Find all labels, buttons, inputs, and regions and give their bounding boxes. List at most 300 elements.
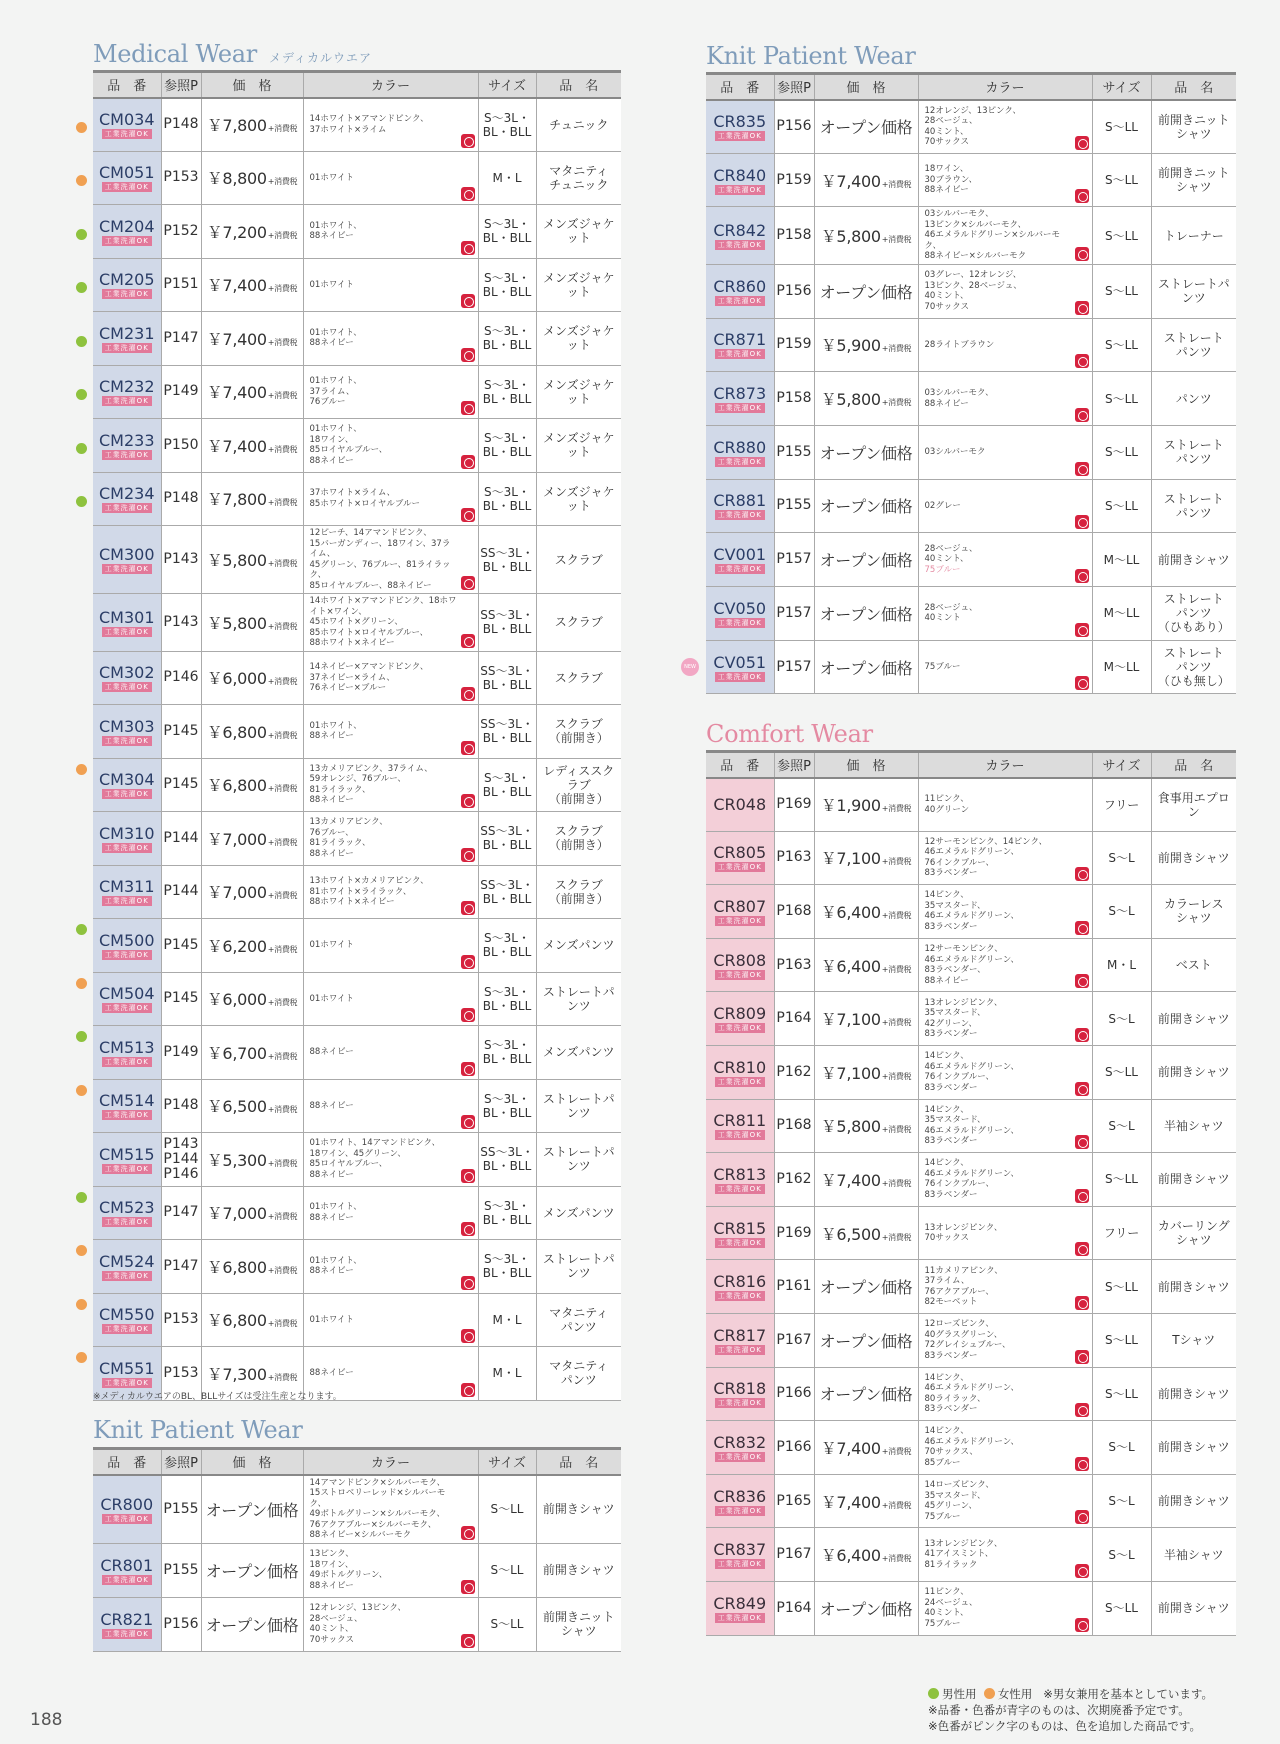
reference-page: P168 [774, 1099, 814, 1153]
tax-label: +消費税 [881, 1178, 912, 1188]
tax-label: +消費税 [267, 998, 298, 1008]
table-row [93, 1293, 621, 1347]
color-list [918, 1528, 1092, 1582]
product-code: CM303 [98, 716, 155, 736]
product-name: 前開きシャツ [536, 1475, 621, 1544]
product-name: メンズジャケット [536, 312, 621, 366]
reference-page: P164 [774, 992, 814, 1046]
color-text: 14ホワイト×アマンドピンク、 37ホワイト×ライム [309, 114, 429, 135]
wash-ok-icon [1075, 974, 1089, 988]
color-text: 14アマンドピンク×シルバーモク、 15ストロベリーレッド×シルバーモク、 49ボトルグリーン×シルバーモク、 76アクアブルー×シルバーモク、 88ネイビー×シルバーモク [309, 1477, 446, 1540]
table-row [706, 938, 1236, 992]
color-list [303, 1475, 478, 1544]
code-box [99, 378, 155, 406]
product-code: CR815 [713, 1218, 767, 1238]
price-value: オープン価格 [819, 551, 913, 571]
product-code: CM233 [98, 430, 155, 450]
product-name: 前開きシャツ [1151, 1153, 1236, 1207]
color-list [303, 812, 478, 866]
tax-label: +消費税 [267, 621, 298, 631]
table-row [93, 1186, 621, 1240]
price-cell [814, 938, 918, 992]
color-text: 13オレンジピンク、 35マスタード、 42グリーン、 83ラベンダー [924, 997, 1003, 1040]
product-code: CM551 [98, 1358, 155, 1378]
tax-label: +消費税 [881, 964, 912, 974]
header-color: カラー [303, 72, 478, 98]
product-name: メンズジャケット [536, 419, 621, 473]
reference-page: P144 [161, 865, 201, 919]
industrial-wash-badge: 工業洗濯OK [102, 950, 152, 960]
price-cell [201, 594, 303, 652]
table-row [706, 992, 1236, 1046]
price-value: オープン価格 [819, 658, 913, 678]
color-text: 03グレー、12オレンジ、 13ピンク、28ベージュ、 40ミント、 70サックス [924, 270, 1022, 312]
code-cell [93, 526, 161, 594]
code-box [713, 1595, 766, 1623]
product-code: CV050 [713, 598, 767, 618]
wash-ok-icon [1075, 1082, 1089, 1096]
size-range: S〜3L・ BL・BLL [478, 1026, 536, 1080]
tax-label: +消費税 [267, 444, 298, 454]
tax-label: +消費税 [267, 284, 298, 294]
tax-label: +消費税 [881, 1018, 912, 1028]
table-row [93, 758, 621, 812]
industrial-wash-badge: 工業洗濯OK [715, 862, 765, 872]
price-cell [814, 885, 918, 939]
header-price: 価 格 [814, 752, 918, 778]
price-value: ￥7,100 [820, 1010, 881, 1030]
code-cell [706, 479, 774, 533]
reference-page: P169 [774, 778, 814, 832]
color-list [303, 526, 478, 594]
size-range: S〜LL [478, 1597, 536, 1651]
size-range: M・L [478, 151, 536, 205]
header-name: 品 名 [536, 1449, 621, 1475]
code-box [99, 664, 155, 692]
tax-label: +消費税 [267, 784, 298, 794]
table-row [706, 587, 1236, 641]
wash-ok-icon [461, 687, 475, 701]
color-list [303, 1597, 478, 1651]
code-cell [706, 938, 774, 992]
code-box [713, 844, 766, 872]
section-subtitle-medical: メディカルウエア [268, 51, 373, 65]
reference-page: P157 [774, 640, 814, 694]
code-cell [706, 587, 774, 641]
size-range: SS〜3L・ BL・BLL [478, 705, 536, 759]
color-list [303, 365, 478, 419]
reference-page: P159 [774, 153, 814, 207]
female-dot-icon [76, 1352, 87, 1363]
color-text: 13ピンク、 18ワイン、 49ボトルグリーン、 88ネイビー [309, 1549, 388, 1591]
size-range: S〜LL [1092, 153, 1151, 207]
male-dot-icon [76, 336, 87, 347]
code-cell [706, 207, 774, 265]
industrial-wash-badge: 工業洗濯OK [102, 1629, 152, 1639]
product-name: ストレートパンツ [536, 1133, 621, 1187]
code-cell [706, 318, 774, 372]
color-text: 14ピンク、 35マスタード、 46エメラルドグリーン、 83ラベンダー [924, 890, 1020, 932]
product-code: CM234 [98, 484, 155, 504]
price-cell [814, 1528, 918, 1582]
price-value: ￥5,800 [820, 390, 881, 410]
wash-ok-icon [1075, 1242, 1089, 1256]
table-row [706, 640, 1236, 694]
price-cell [814, 1421, 918, 1475]
table-row [93, 472, 621, 526]
price-cell [201, 472, 303, 526]
wash-ok-icon [1075, 569, 1089, 583]
code-cell [706, 831, 774, 885]
product-name: 前開きニット シャツ [536, 1597, 621, 1651]
code-box [99, 985, 155, 1013]
industrial-wash-badge: 工業洗濯OK [715, 672, 765, 682]
industrial-wash-badge: 工業洗濯OK [715, 618, 765, 628]
table-row [93, 1240, 621, 1294]
color-text: 13オレンジピンク、 70サックス [924, 1222, 1003, 1244]
product-name: マタニティ パンツ [536, 1293, 621, 1347]
color-list [303, 472, 478, 526]
size-range: SS〜3L・ BL・BLL [478, 651, 536, 705]
code-box [99, 432, 155, 460]
color-text: 13カメリアピンク、37ライム、 59オレンジ、76ブルー、 81ライラック、 88ネイビー [309, 763, 433, 806]
price-cell [201, 758, 303, 812]
price-value: ￥5,800 [820, 1117, 881, 1137]
code-cell [706, 425, 774, 479]
female-dot-icon [76, 1299, 87, 1310]
female-dot-icon [76, 1245, 87, 1256]
price-value: ￥5,800 [820, 227, 881, 247]
product-code: CM051 [98, 163, 155, 183]
color-text: 01ホワイト、14アマンドピンク、 18ワイン、45グリーン、 85ロイヤルブルー、 88ネイビー [309, 1138, 441, 1180]
industrial-wash-badge: 工業洗濯OK [715, 1452, 765, 1462]
color-text: 11カメリアピンク、 37ライム、 76アクアブルー、 82モーベット [924, 1265, 1003, 1308]
price-value: オープン価格 [819, 443, 913, 463]
header-name: 品 名 [536, 72, 621, 98]
table-row [706, 778, 1236, 832]
price-value: ￥6,400 [820, 902, 881, 922]
wash-ok-icon [1075, 247, 1089, 261]
table-row [706, 207, 1236, 265]
product-code: CM231 [98, 323, 155, 343]
color-list [303, 594, 478, 652]
wash-ok-icon [461, 576, 475, 590]
industrial-wash-badge: 工業洗濯OK [715, 1130, 765, 1140]
header-size: サイズ [478, 72, 536, 98]
color-text: 88ネイビー [309, 1100, 354, 1111]
tax-label: +消費税 [881, 344, 912, 354]
price-value: ￥6,800 [206, 1257, 267, 1277]
code-box [99, 718, 155, 746]
reference-page: P155 [774, 479, 814, 533]
product-code: CR871 [713, 330, 767, 350]
product-code: CR842 [713, 221, 767, 241]
female-dot-icon [76, 764, 87, 775]
header-code: 品 番 [706, 74, 774, 100]
product-name: マタニティ チュニック [536, 151, 621, 205]
wash-ok-icon [1075, 1618, 1089, 1632]
price-cell [814, 264, 918, 318]
wash-ok-icon [1075, 921, 1089, 935]
price-value: オープン価格 [819, 282, 913, 302]
tax-label: +消費税 [267, 498, 298, 508]
industrial-wash-badge: 工業洗濯OK [715, 131, 765, 141]
product-code: CR873 [713, 384, 767, 404]
price-cell [201, 365, 303, 419]
product-code: CM504 [98, 984, 155, 1004]
industrial-wash-badge: 工業洗濯OK [715, 1184, 765, 1194]
header-ref: 参照P [161, 72, 201, 98]
header-ref: 参照P [161, 1449, 201, 1475]
size-range: S〜L [1092, 885, 1151, 939]
price-cell [814, 318, 918, 372]
code-box [713, 1380, 766, 1408]
industrial-wash-badge: 工業洗濯OK [715, 1345, 765, 1355]
industrial-wash-badge: 工業洗濯OK [102, 236, 152, 246]
table-row [93, 812, 621, 866]
reference-page: P161 [774, 1260, 814, 1314]
code-cell [93, 1079, 161, 1133]
color-list [303, 758, 478, 812]
price-value: ￥6,500 [820, 1224, 881, 1244]
code-box [99, 218, 155, 246]
wash-ok-icon [461, 241, 475, 255]
wash-ok-icon [461, 1115, 475, 1129]
tax-label: +消費税 [881, 857, 912, 867]
product-code: CR816 [713, 1272, 767, 1292]
section-title-comfort: Comfort Wear [706, 720, 873, 748]
color-text: 14ピンク、 46エメラルドグリーン、 80ライラック、 83ラベンダー [924, 1372, 1020, 1415]
color-text: 01ホワイト、 88ネイビー [309, 327, 362, 349]
size-range: S〜LL [1092, 425, 1151, 479]
price-value: ￥7,400 [206, 276, 267, 296]
female-dot-icon [984, 1688, 995, 1699]
color-text: 28ベージュ、 40ミント [924, 602, 978, 624]
reference-page: P147 [161, 312, 201, 366]
table-row [93, 365, 621, 419]
table-row [706, 1313, 1236, 1367]
wash-ok-icon [461, 1580, 475, 1594]
code-box [99, 546, 155, 574]
industrial-wash-badge: 工業洗濯OK [102, 289, 152, 299]
color-list [918, 1474, 1092, 1528]
code-box [99, 485, 155, 513]
color-text: 03シルバーモク、 13ピンク×シルバーモク、 46エメラルドグリーン×シルバーモク、 88ネイビー×シルバーモク [924, 209, 1061, 262]
code-box [713, 113, 766, 141]
color-text: 14ネイビー×アマンドピンク、 37ネイビー×ライム、 76ネイビー×ブルー [309, 662, 429, 693]
size-range: S〜L [1092, 1528, 1151, 1582]
header-price: 価 格 [814, 74, 918, 100]
size-range: S〜LL [1092, 1367, 1151, 1421]
industrial-wash-badge: 工業洗濯OK [715, 564, 765, 574]
reference-page: P147 [161, 1186, 201, 1240]
size-range: S〜L [1092, 1474, 1151, 1528]
product-name: メンズパンツ [536, 1026, 621, 1080]
table-row [93, 98, 621, 152]
price-cell [201, 865, 303, 919]
reference-page: P166 [774, 1421, 814, 1475]
price-cell [814, 1367, 918, 1421]
male-dot-icon [76, 924, 87, 935]
tax-label: +消費税 [881, 235, 912, 245]
product-code: CM232 [98, 377, 155, 397]
table-row [706, 1581, 1236, 1635]
code-cell [706, 100, 774, 154]
tax-label: +消費税 [881, 398, 912, 408]
size-range: S〜LL [1092, 479, 1151, 533]
industrial-wash-badge: 工業洗濯OK [102, 843, 152, 853]
wash-ok-icon [1075, 189, 1089, 203]
size-range: M・L [478, 1293, 536, 1347]
color-list [303, 205, 478, 259]
wash-ok-icon [1075, 1189, 1089, 1203]
code-cell [93, 1475, 161, 1544]
size-range: S〜LL [1092, 207, 1151, 265]
reference-page: P159 [774, 318, 814, 372]
size-range: S〜3L・ BL・BLL [478, 258, 536, 312]
reference-page: P168 [774, 885, 814, 939]
product-code: CR849 [713, 1593, 767, 1613]
female-dot-icon [76, 978, 87, 989]
table-row [93, 919, 621, 973]
male-dot-icon [76, 443, 87, 454]
price-cell [201, 812, 303, 866]
legend [928, 1686, 1213, 1734]
tax-label: +消費税 [267, 559, 298, 568]
color-list [303, 919, 478, 973]
product-name: メンズジャケット [536, 258, 621, 312]
tax-label: +消費税 [881, 1071, 912, 1081]
code-cell [706, 372, 774, 426]
price-value: ￥7,400 [820, 1438, 881, 1458]
reference-page: P148 [161, 98, 201, 152]
male-dot-icon [76, 229, 87, 240]
color-list [918, 153, 1092, 207]
product-code: CM550 [98, 1305, 155, 1325]
wash-ok-icon [461, 901, 475, 915]
table-row [706, 318, 1236, 372]
header-name: 品 名 [1151, 74, 1236, 100]
product-name: マタニティ パンツ [536, 1347, 621, 1401]
size-range: S〜3L・ BL・BLL [478, 365, 536, 419]
product-name: 前開きシャツ [1151, 1045, 1236, 1099]
size-range: S〜3L・ BL・BLL [478, 472, 536, 526]
price-value: ￥7,400 [820, 1170, 881, 1190]
product-code: CR809 [713, 1004, 767, 1024]
product-name: ストレート パンツ （ひもあり） [1151, 587, 1236, 641]
product-name: スクラブ （前開き） [536, 865, 621, 919]
male-dot-icon [76, 282, 87, 293]
industrial-wash-badge: 工業洗濯OK [715, 240, 765, 250]
wash-ok-icon [461, 1329, 475, 1343]
code-cell [706, 640, 774, 694]
reference-page: P144 [161, 812, 201, 866]
product-code: CR801 [100, 1555, 154, 1575]
price-value: ￥8,800 [206, 169, 267, 189]
legend-blue-note: ※品番・色番が青字のものは、次期廃番予定です。 [928, 1703, 1190, 1717]
code-box [713, 278, 766, 306]
code-cell [706, 1260, 774, 1314]
tax-label: +消費税 [267, 177, 298, 187]
code-cell [93, 705, 161, 759]
tax-label: +消費税 [267, 1051, 298, 1061]
code-cell [93, 812, 161, 866]
size-range: S〜L [1092, 1421, 1151, 1475]
color-text: 14ホワイト×アマンドピンク、18ホワイト×ワイン、 45ホワイト×グリーン、 85ホワイト×ロイヤルブルー、 88ホワイト×ネイビー [309, 596, 457, 648]
price-value: ￥5,900 [820, 336, 881, 356]
color-text: 01ホワイト [309, 993, 355, 1004]
reference-page: P158 [774, 207, 814, 265]
header-color: カラー [918, 74, 1092, 100]
header-price: 価 格 [201, 72, 303, 98]
product-name: Tシャツ [1151, 1313, 1236, 1367]
section-title-knit-left: Knit Patient Wear [93, 1416, 303, 1444]
color-list [918, 831, 1092, 885]
tax-label: +消費税 [267, 1372, 298, 1382]
price-value: ￥6,800 [206, 1311, 267, 1331]
industrial-wash-badge: 工業洗濯OK [102, 129, 152, 139]
wash-ok-icon [461, 455, 475, 469]
size-range: SS〜3L・ BL・BLL [478, 526, 536, 594]
product-name: 前開きシャツ [1151, 1474, 1236, 1528]
price-cell [814, 992, 918, 1046]
color-list [303, 705, 478, 759]
product-name: カバーリング シャツ [1151, 1206, 1236, 1260]
product-name: 前開きシャツ [1151, 1421, 1236, 1475]
reference-page: P155 [774, 425, 814, 479]
product-name: スクラブ [536, 526, 621, 594]
code-box [100, 1557, 153, 1585]
color-list [918, 1045, 1092, 1099]
price-value: ￥6,800 [206, 722, 267, 742]
price-value: ￥1,900 [820, 796, 881, 816]
product-name: 前開きシャツ [536, 1543, 621, 1597]
code-cell [706, 1099, 774, 1153]
header-code: 品 番 [93, 1449, 161, 1475]
wash-ok-icon [461, 1062, 475, 1076]
industrial-wash-badge: 工業洗濯OK [102, 736, 152, 746]
price-value: オープン価格 [819, 497, 913, 517]
size-range: S〜3L・ BL・BLL [478, 98, 536, 152]
wash-ok-icon [1075, 1457, 1089, 1471]
table-row [93, 419, 621, 473]
reference-page: P149 [161, 1026, 201, 1080]
code-box [99, 609, 155, 637]
size-range: S〜3L・ BL・BLL [478, 1240, 536, 1294]
industrial-wash-badge: 工業洗濯OK [102, 1003, 152, 1013]
wash-ok-icon [461, 794, 475, 808]
table-row [93, 526, 621, 594]
wash-ok-icon [461, 1169, 475, 1183]
size-range: S〜LL [1092, 1153, 1151, 1207]
table-row [706, 1421, 1236, 1475]
wash-ok-icon [461, 1383, 475, 1397]
reference-page: P148 [161, 1079, 201, 1133]
product-code: CR835 [713, 112, 767, 132]
tax-label: +消費税 [267, 230, 298, 240]
size-range: S〜3L・ BL・BLL [478, 312, 536, 366]
price-cell [814, 207, 918, 265]
header-code: 品 番 [93, 72, 161, 98]
code-box [100, 1611, 153, 1639]
table-row [93, 865, 621, 919]
code-cell [93, 1186, 161, 1240]
tax-label: +消費税 [267, 1158, 298, 1168]
size-range: SS〜3L・ BL・BLL [478, 865, 536, 919]
industrial-wash-badge: 工業洗濯OK [102, 1110, 152, 1120]
color-text: 75ブルー [924, 661, 961, 672]
price-cell [814, 1474, 918, 1528]
